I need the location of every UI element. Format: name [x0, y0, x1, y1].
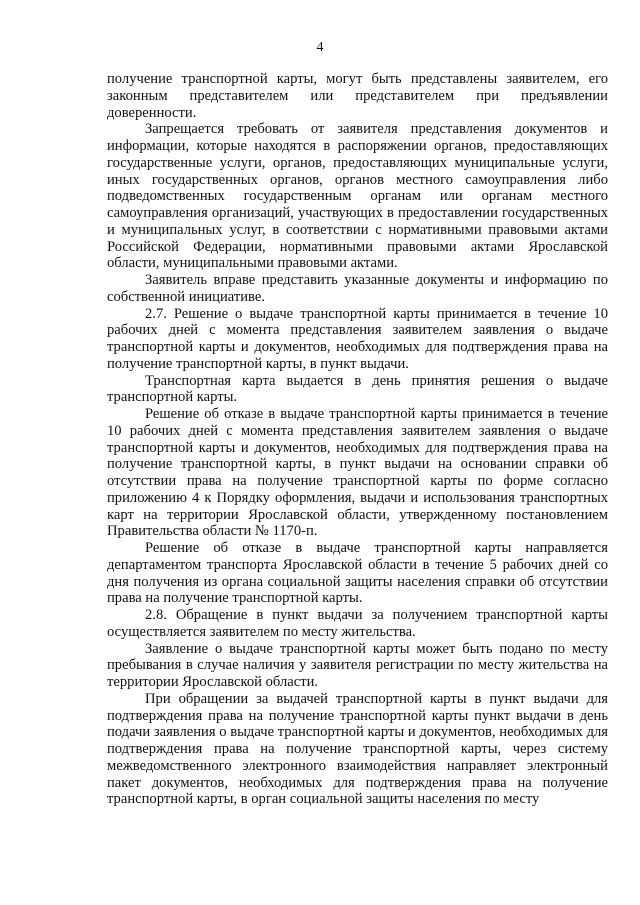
paragraph-refusal-decision: Решение об отказе в выдаче транспортной карты принимается в течение 10 рабочих дней с момента представления заявителем заявления о выдаче транспортной карты и документов, необходимых для подтверждения права на получение транспортной карты, в пункт выдачи на основании справки об отсутствии права на получение транспортной карты по форме согласно приложению 4 к Порядку оформления, выдачи и использования транспортных карт на территории Ярославской области, утвержденному постановлением Правительства области № 1170-п.: [107, 406, 608, 540]
paragraph-card-issued: Транспортная карта выдается в день принятия решения о выдаче транспортной карты.: [107, 372, 608, 406]
paragraph-own-initiative: Заявитель вправе представить указанные документы и информацию по собственной инициативе.: [107, 272, 608, 305]
paragraph-interagency: При обращении за выдачей транспортной карты в пункт выдачи для подтверждения права на получение транспортной карты пункт выдачи в день подачи заявления о выдаче транспортной карты и документов, необходимых для подтверждения права на получение транспортной карты, через систему межведомственного электронного взаимодействия направляет электронный пакет документов, необходимых для подтверждения права на получение транспортной карты, в орган социальной защиты населения по месту: [107, 690, 608, 808]
paragraph-refusal-sent: Решение об отказе в выдаче транспортной карты направляется департаментом транспорта Ярославской области в течение 5 рабочих дней со дня получения из органа социальной защиты населения справки об отсутствии права на получение транспортной карты.: [107, 540, 608, 607]
paragraph-2-7-decision: 2.7. Решение о выдаче транспортной карты принимается в течение 10 рабочих дней с момента представления заявителем заявления о выдаче транспортной карты и документов, необходимых для подтверждения права на получение транспортной карты, в пункт выдачи.: [107, 305, 608, 372]
page-number: 4: [316, 40, 324, 55]
paragraph-2-8-residence: 2.8. Обращение в пункт выдачи за получением транспортной карты осуществляется заявителем по месту жительства.: [107, 607, 608, 640]
paragraph-stay-registration: Заявление о выдаче транспортной карты может быть подано по месту пребывания в случае наличия у заявителя регистрации по месту жительства на территории Ярославской области.: [107, 640, 608, 690]
paragraph-continuation: получение транспортной карты, могут быть представлены заявителем, его законным представителем или представителем при предъявлении доверенности.: [107, 71, 608, 121]
paragraph-prohibition: Запрещается требовать от заявителя представления документов и информации, которые находятся в распоряжении органов, предоставляющих государственные услуги, органов, предоставляющих муниципальные услуги, иных государственных органов, органов местного самоуправления либо подведомственных государственным органам или органам местного самоуправления организаций, участвующих в предоставлении государственных и муниципальных услуг, в соответствии с нормативными правовыми актами Российской Федерации, нормативными правовыми актами Ярославской области, муниципальными правовыми актами.: [107, 121, 608, 272]
document-body: [107, 71, 608, 808]
